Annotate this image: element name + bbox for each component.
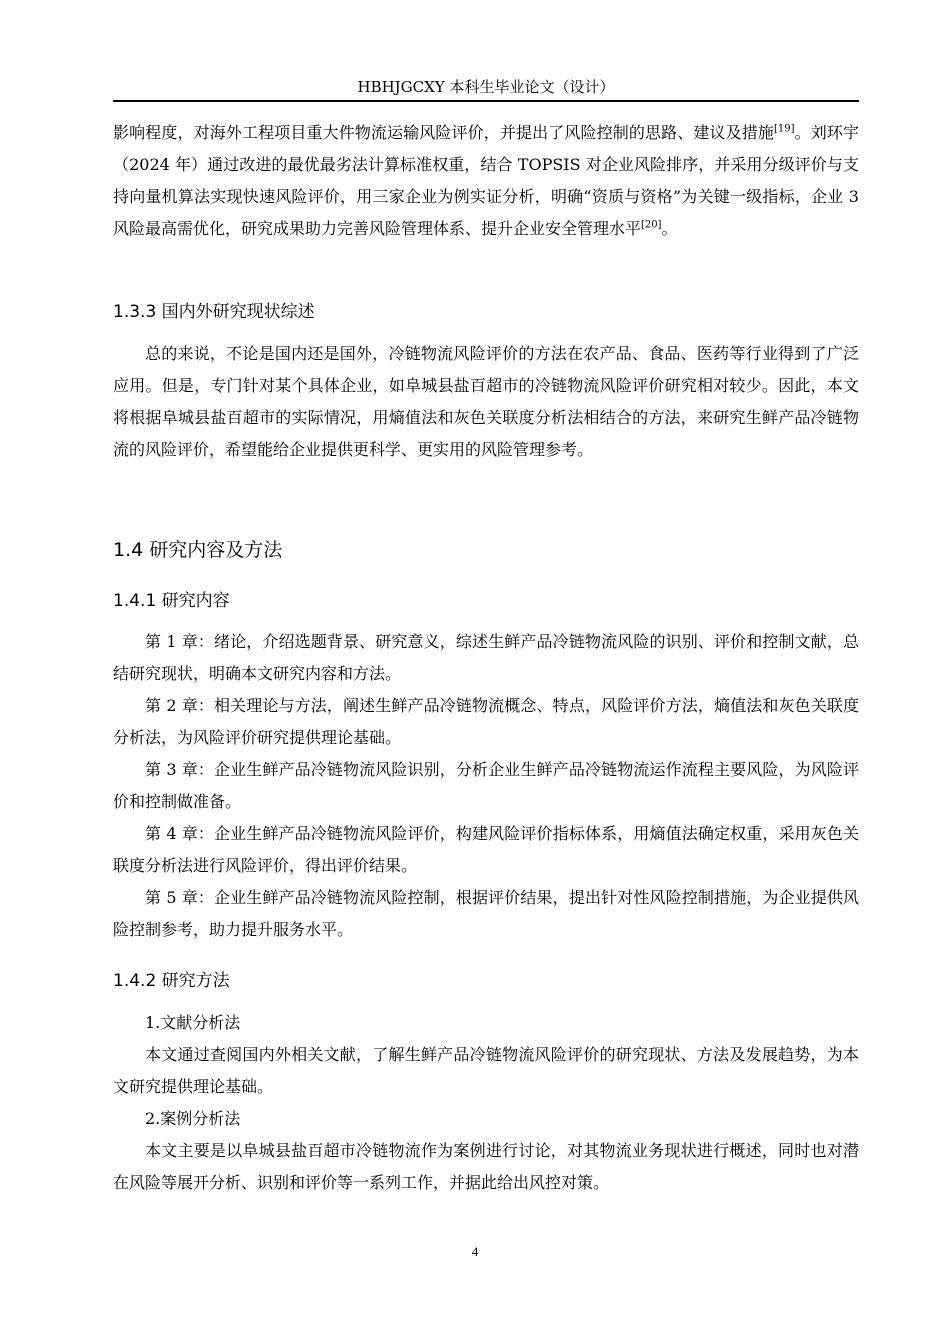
section-1-4-1-body	[113, 626, 859, 946]
method-2-paragraph: 本文主要是以阜城县盐百超市冷链物流作为案例进行讨论，对其物流业务现状进行概述，同时也对潜在风险等展开分析、识别和评价等一系列工作，并据此给出风控对策。	[113, 1141, 859, 1192]
chapter-5-paragraph: 第 5 章：企业生鲜产品冷链物流风险控制，根据评价结果，提出针对性风险控制措施，为企业提供风险控制参考，助力提升服务水平。	[113, 888, 859, 939]
section-1-3-3-title: 1.3.3 国内外研究现状综述	[113, 302, 315, 322]
page-number: 4	[471, 1244, 479, 1259]
page-header: HBHJGCXY 本科生毕业论文（设计）	[113, 74, 859, 102]
method-1-title: 1.文献分析法	[145, 1013, 241, 1032]
section-1-4-2-body	[113, 1007, 859, 1199]
section-1-3-3-body	[113, 338, 859, 466]
intro-text-part2: 。刘环宇（2024 年）通过改进的最优最劣法计算标准权重，结合 TOPSIS 对企业风险排序，并采用分级评价与支持向量机算法实现快速风险评价，用三家企业为例实证分析，明确“资质与资格”为关键一级指标，企业 3 风险最高需优化，研究成果助力完善风险管理体系、提升企业安全管理水平	[113, 123, 859, 238]
section-1-4-1-title: 1.4.1 研究内容	[113, 591, 230, 611]
method-2-title: 2.案例分析法	[145, 1109, 241, 1128]
intro-text-part1: 影响程度，对海外工程项目重大件物流运输风险评价，并提出了风险控制的思路、建议及措施	[113, 123, 774, 142]
chapter-3-paragraph: 第 3 章：企业生鲜产品冷链物流风险识别，分析企业生鲜产品冷链物流运作流程主要风险，为风险评价和控制做准备。	[113, 760, 859, 811]
chapter-4-paragraph: 第 4 章：企业生鲜产品冷链物流风险评价，构建风险评价指标体系，用熵值法确定权重，采用灰色关联度分析法进行风险评价，得出评价结果。	[113, 824, 859, 875]
intro-paragraph	[113, 117, 859, 245]
chapter-2-paragraph: 第 2 章：相关理论与方法，阐述生鲜产品冷链物流概念、特点，风险评价方法，熵值法和灰色关联度分析法，为风险评价研究提供理论基础。	[113, 696, 859, 747]
section-1-4-2-title: 1.4.2 研究方法	[113, 971, 230, 991]
chapter-1-paragraph: 第 1 章：绪论，介绍选题背景、研究意义，综述生鲜产品冷链物流风险的识别、评价和控制文献，总结研究现状，明确本文研究内容和方法。	[113, 632, 859, 683]
citation-20[interactable]: [20]	[641, 219, 662, 231]
intro-text-part3: 。	[661, 219, 678, 238]
method-1-paragraph: 本文通过查阅国内外相关文献，了解生鲜产品冷链物流风险评价的研究现状、方法及发展趋势，为本文研究提供理论基础。	[113, 1045, 859, 1096]
citation-19[interactable]: [19]	[773, 123, 795, 135]
section-1-4-title: 1.4 研究内容及方法	[113, 539, 283, 561]
section-1-3-3-paragraph: 总的来说，不论是国内还是国外，冷链物流风险评价的方法在农产品、食品、医药等行业得到了广泛应用。但是，专门针对某个具体企业，如阜城县盐百超市的冷链物流风险评价研究相对较少。因此，本文将根据阜城县盐百超市的实际情况，用熵值法和灰色关联度分析法相结合的方法，来研究生鲜产品冷链物流的风险评价，希望能给企业提供更科学、更实用的风险管理参考。	[113, 344, 859, 459]
